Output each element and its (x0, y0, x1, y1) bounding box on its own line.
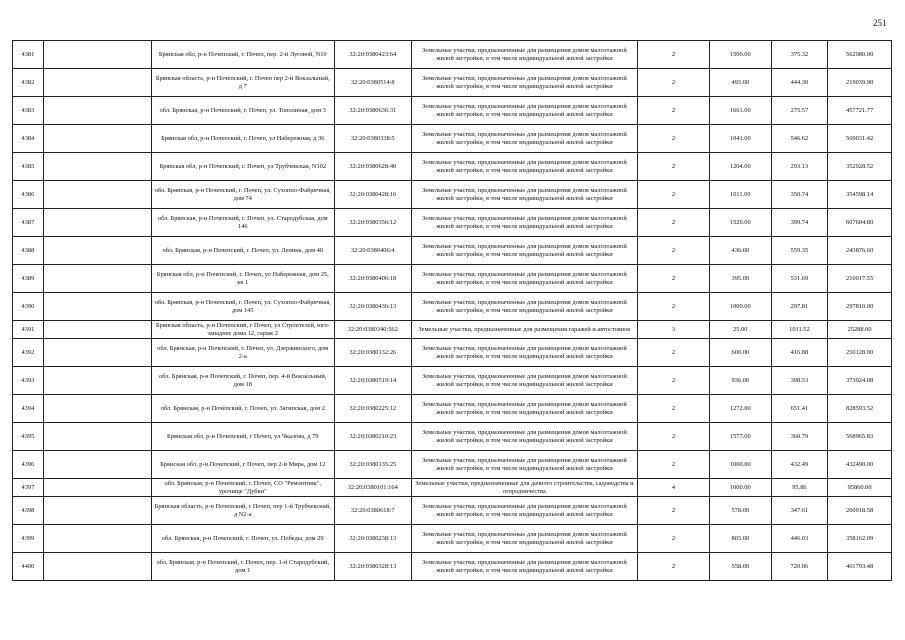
table-row (13, 367, 892, 395)
row-id: 4390 (13, 293, 44, 321)
cadastral-number-cell: 32:20:0380101:164 (334, 479, 411, 497)
land-use-cell: Земельные участки, предназначенные для размещения домов малоэтажной жилой застройки, в том числе индивидуальной жилой застройки (411, 451, 637, 479)
table-row (13, 423, 892, 451)
spacer-cell (43, 395, 151, 423)
address-cell: обл. Брянская, р-н Почепский, г. Почеп, ул. Тополиная, дом 3 (151, 97, 334, 125)
group-cell: 2 (638, 237, 710, 265)
cadastral-value-cell: 200918.58 (828, 497, 892, 525)
land-use-cell: Земельные участки, предназначенные для размещения домов малоэтажной жилой застройки, в том числе индивидуальной жилой застройки (411, 181, 637, 209)
area-cell: 493.00 (709, 69, 771, 97)
group-cell: 2 (638, 367, 710, 395)
address-cell: Брянская область, р-н Почепский, г Почеп, ул Строителей, юго-западнее дома 12, гараж 2 (151, 321, 334, 339)
group-cell: 2 (638, 209, 710, 237)
cadastral-value-cell: 569031.42 (828, 125, 892, 153)
area-cell: 803.00 (709, 525, 771, 553)
land-use-cell: Земельные участки, предназначенные для размещения домов малоэтажной жилой застройки, в том числе индивидуальной жилой застройки (411, 125, 637, 153)
table-row (13, 153, 892, 181)
cadastral-value-cell: 432490.00 (828, 451, 892, 479)
cadastral-number-cell: 32:20:0380135:25 (334, 451, 411, 479)
land-use-cell: Земельные участки, предназначенные для размещения домов малоэтажной жилой застройки, в том числе индивидуальной жилой застройки (411, 367, 637, 395)
spacer-cell (43, 423, 151, 451)
area-cell: 1000.00 (709, 293, 771, 321)
rate-cell: 297.81 (771, 293, 828, 321)
cadastral-value-cell: 250128.00 (828, 339, 892, 367)
address-cell: Брянская обл, р-н Почепский, г. Почеп, пер. 2-й Луговой, N10 (151, 41, 334, 69)
table-row (13, 181, 892, 209)
spacer-cell (43, 367, 151, 395)
land-use-cell: Земельные участки, предназначенные для размещения домов малоэтажной жилой застройки, в том числе индивидуальной жилой застройки (411, 41, 637, 69)
area-cell: 1661.00 (709, 97, 771, 125)
cadastral-value-cell: 219039.90 (828, 69, 892, 97)
cadastral-number-cell: 32:20:0380428:16 (334, 181, 411, 209)
table-row (13, 321, 892, 339)
spacer-cell (43, 41, 151, 69)
row-id: 4391 (13, 321, 44, 339)
land-use-cell: Земельные участки, предназначенные для дачного строительства, садоводства и огородничества (411, 479, 637, 497)
cadastral-number-cell: 32:20:0380338:5 (334, 125, 411, 153)
spacer-cell (43, 153, 151, 181)
cadastral-value-cell: 210017.55 (828, 265, 892, 293)
area-cell: 1041.00 (709, 125, 771, 153)
row-id: 4399 (13, 525, 44, 553)
address-cell: обл. Брянская, р-н Почепский, г. Почеп, ул. Дзержинского, дом 2-а (151, 339, 334, 367)
cadastral-number-cell: 32:20:0380636:31 (334, 97, 411, 125)
table-row (13, 293, 892, 321)
row-id: 4398 (13, 497, 44, 525)
cadastral-value-cell: 243876.60 (828, 237, 892, 265)
group-cell: 2 (638, 97, 710, 125)
cadastral-number-cell: 32:20:0380356:12 (334, 209, 411, 237)
cadastral-value-cell: 401793.48 (828, 553, 892, 581)
group-cell: 2 (638, 553, 710, 581)
rate-cell: 398.53 (771, 367, 828, 395)
land-use-cell: Земельные участки, предназначенные для размещения гаражей и автостоянок (411, 321, 637, 339)
group-cell: 2 (638, 125, 710, 153)
spacer-cell (43, 181, 151, 209)
area-cell: 1204.00 (709, 153, 771, 181)
row-id: 4394 (13, 395, 44, 423)
cadastral-value-cell: 457721.77 (828, 97, 892, 125)
cadastral-value-cell: 95860.00 (828, 479, 892, 497)
row-id: 4393 (13, 367, 44, 395)
row-id: 4387 (13, 209, 44, 237)
row-id: 4392 (13, 339, 44, 367)
land-use-cell: Земельные участки, предназначенные для размещения домов малоэтажной жилой застройки, в том числе индивидуальной жилой застройки (411, 209, 637, 237)
row-id: 4388 (13, 237, 44, 265)
area-cell: 936.00 (709, 367, 771, 395)
spacer-cell (43, 321, 151, 339)
area-cell: 1011.00 (709, 181, 771, 209)
group-cell: 2 (638, 69, 710, 97)
address-cell: Брянская обл, р-н Почепский, г. Почеп, ул Трубчевская, N102 (151, 153, 334, 181)
area-cell: 25.00 (709, 321, 771, 339)
cadastral-number-cell: 32:20:0380436:13 (334, 293, 411, 321)
cadastral-number-cell: 32:20:0380210:23 (334, 423, 411, 451)
address-cell: Брянская обл, р-н Почепский, г. Почеп, ул Набережная, д 36 (151, 125, 334, 153)
table-row (13, 69, 892, 97)
rate-cell: 432.49 (771, 451, 828, 479)
land-use-cell: Земельные участки, предназначенные для размещения домов малоэтажной жилой застройки, в том числе индивидуальной жилой застройки (411, 97, 637, 125)
row-id: 4396 (13, 451, 44, 479)
table-row (13, 209, 892, 237)
row-id: 4381 (13, 41, 44, 69)
cadastral-value-cell: 373024.08 (828, 367, 892, 395)
cadastral-value-cell: 358162.09 (828, 525, 892, 553)
spacer-cell (43, 237, 151, 265)
spacer-cell (43, 69, 151, 97)
rate-cell: 651.41 (771, 395, 828, 423)
spacer-cell (43, 525, 151, 553)
area-cell: 578.00 (709, 497, 771, 525)
cadastral-number-cell: 32:20:0380519:14 (334, 367, 411, 395)
spacer-cell (43, 97, 151, 125)
address-cell: Брянская обл, р-н Почепский, г. Почеп, ул Набережная, дом 25, кв 1 (151, 265, 334, 293)
area-cell: 1272.00 (709, 395, 771, 423)
rate-cell: 546.62 (771, 125, 828, 153)
spacer-cell (43, 451, 151, 479)
area-cell: 1520.00 (709, 209, 771, 237)
cadastral-value-cell: 562980.00 (828, 41, 892, 69)
cadastral-value-cell: 568965.83 (828, 423, 892, 451)
group-cell: 4 (638, 479, 710, 497)
group-cell: 2 (638, 497, 710, 525)
spacer-cell (43, 497, 151, 525)
address-cell: обл. Брянская, р-н Почепский, г. Почеп, ул. Победы, дом 29 (151, 525, 334, 553)
rate-cell: 347.61 (771, 497, 828, 525)
table-row (13, 237, 892, 265)
table-row (13, 497, 892, 525)
group-cell: 2 (638, 451, 710, 479)
address-cell: Брянская обл, р-н Почепский, г Почеп, ул Чкалова, д 79 (151, 423, 334, 451)
address-cell: обл. Брянская, р-н Почепский, г. Почеп, пер. 4-й Вокзальный, дом 18 (151, 367, 334, 395)
rate-cell: 350.74 (771, 181, 828, 209)
cadastral-number-cell: 32:20:0380132:26 (334, 339, 411, 367)
row-id: 4400 (13, 553, 44, 581)
cadastral-number-cell: 32:20:0380628:40 (334, 153, 411, 181)
rate-cell: 720.06 (771, 553, 828, 581)
land-use-cell: Земельные участки, предназначенные для размещения домов малоэтажной жилой застройки, в том числе индивидуальной жилой застройки (411, 339, 637, 367)
group-cell: 2 (638, 181, 710, 209)
cadastral-number-cell: 32:20:0380618:7 (334, 497, 411, 525)
area-cell: 436.00 (709, 237, 771, 265)
address-cell: обл. Брянская, р-н Почепский, г. Почеп, ул. Загипская, дом 2 (151, 395, 334, 423)
cadastral-value-cell: 297810.00 (828, 293, 892, 321)
group-cell: 2 (638, 395, 710, 423)
cadastral-number-cell: 32:20:0380406:18 (334, 265, 411, 293)
group-cell: 2 (638, 423, 710, 451)
land-use-cell: Земельные участки, предназначенные для размещения домов малоэтажной жилой застройки, в том числе индивидуальной жилой застройки (411, 497, 637, 525)
spacer-cell (43, 293, 151, 321)
address-cell: Брянская область, р-н Почепский, г Почеп, пер 1-й Трубчевский, д N2-а (151, 497, 334, 525)
group-cell: 2 (638, 339, 710, 367)
cadastral-number-cell: 32:20:0380406:4 (334, 237, 411, 265)
rate-cell: 293.13 (771, 153, 828, 181)
cadastral-number-cell: 32:20:0380238:13 (334, 525, 411, 553)
land-use-cell: Земельные участки, предназначенные для размещения домов малоэтажной жилой застройки, в том числе индивидуальной жилой застройки (411, 525, 637, 553)
row-id: 4386 (13, 181, 44, 209)
area-cell: 1000.00 (709, 479, 771, 497)
rate-cell: 444.30 (771, 69, 828, 97)
address-cell: обл. Брянская, р-н Почепский, г. Почеп, СО "Ремонтник", урочище "Дубки" (151, 479, 334, 497)
address-cell: Брянская обл, р-н Почепский, г Почеп, пер 2-й Мира, дом 12 (151, 451, 334, 479)
table-row (13, 525, 892, 553)
land-registry-table (12, 40, 892, 581)
land-use-cell: Земельные участки, предназначенные для размещения домов малоэтажной жилой застройки, в том числе индивидуальной жилой застройки (411, 553, 637, 581)
cadastral-value-cell: 607604.80 (828, 209, 892, 237)
table-row (13, 339, 892, 367)
group-cell: 2 (638, 153, 710, 181)
spacer-cell (43, 553, 151, 581)
address-cell: обл. Брянская, р-н Почепский, г. Почеп, ул. Сухопно-Фабричная, дом 145 (151, 293, 334, 321)
address-cell: обл. Брянская, р-н Почепский, г. Почеп, пер. 1-й Стародубский, дом 1 (151, 553, 334, 581)
area-cell: 558.00 (709, 553, 771, 581)
cadastral-value-cell: 352928.52 (828, 153, 892, 181)
rate-cell: 531.69 (771, 265, 828, 293)
spacer-cell (43, 209, 151, 237)
area-cell: 600.00 (709, 339, 771, 367)
cadastral-number-cell: 32:20:0380328:13 (334, 553, 411, 581)
table-row (13, 265, 892, 293)
cadastral-number-cell: 32:20:0380225:12 (334, 395, 411, 423)
cadastral-number-cell: 32:20:0380514:8 (334, 69, 411, 97)
address-cell: обл. Брянская, р-н Почепский, г. Почеп, ул. Сухопно-Фабричная, дом 74 (151, 181, 334, 209)
area-cell: 1577.00 (709, 423, 771, 451)
spacer-cell (43, 339, 151, 367)
land-use-cell: Земельные участки, предназначенные для размещения домов малоэтажной жилой застройки, в том числе индивидуальной жилой застройки (411, 395, 637, 423)
table-row (13, 41, 892, 69)
table-row (13, 479, 892, 497)
group-cell: 2 (638, 525, 710, 553)
row-id: 4389 (13, 265, 44, 293)
cadastral-value-cell: 828593.52 (828, 395, 892, 423)
group-cell: 2 (638, 41, 710, 69)
address-cell: обл. Брянская, р-н Почепский, г. Почеп, ул. Ленина, дом 40 (151, 237, 334, 265)
row-id: 4385 (13, 153, 44, 181)
table-row (13, 97, 892, 125)
area-cell: 395.00 (709, 265, 771, 293)
group-cell: 3 (638, 321, 710, 339)
land-use-cell: Земельные участки, предназначенные для размещения домов малоэтажной жилой застройки, в том числе индивидуальной жилой застройки (411, 293, 637, 321)
row-id: 4395 (13, 423, 44, 451)
address-cell: Брянская область, р-н Почепский, г. Почеп пер 2-й Вокзальный, д 7 (151, 69, 334, 97)
spacer-cell (43, 265, 151, 293)
rate-cell: 416.88 (771, 339, 828, 367)
land-use-cell: Земельные участки, предназначенные для размещения домов малоэтажной жилой застройки, в том числе индивидуальной жилой застройки (411, 237, 637, 265)
table-row (13, 395, 892, 423)
cadastral-number-cell: 32:20:0380340:562 (334, 321, 411, 339)
spacer-cell (43, 125, 151, 153)
rate-cell: 399.74 (771, 209, 828, 237)
row-id: 4382 (13, 69, 44, 97)
row-id: 4383 (13, 97, 44, 125)
table-row (13, 553, 892, 581)
row-id: 4384 (13, 125, 44, 153)
rate-cell: 559.35 (771, 237, 828, 265)
rate-cell: 360.79 (771, 423, 828, 451)
cadastral-number-cell: 32:20:0380423:64 (334, 41, 411, 69)
land-use-cell: Земельные участки, предназначенные для размещения домов малоэтажной жилой застройки, в том числе индивидуальной жилой застройки (411, 69, 637, 97)
area-cell: 1000.00 (709, 451, 771, 479)
cadastral-value-cell: 25288.00 (828, 321, 892, 339)
rate-cell: 1011.52 (771, 321, 828, 339)
rate-cell: 95.86 (771, 479, 828, 497)
rate-cell: 446.03 (771, 525, 828, 553)
table-row (13, 125, 892, 153)
page-number: 251 (873, 18, 887, 28)
spacer-cell (43, 479, 151, 497)
group-cell: 2 (638, 293, 710, 321)
area-cell: 1500.00 (709, 41, 771, 69)
row-id: 4397 (13, 479, 44, 497)
rate-cell: 375.32 (771, 41, 828, 69)
table-row (13, 451, 892, 479)
land-use-cell: Земельные участки, предназначенные для размещения домов малоэтажной жилой застройки, в том числе индивидуальной жилой застройки (411, 423, 637, 451)
group-cell: 2 (638, 265, 710, 293)
land-use-cell: Земельные участки, предназначенные для размещения домов малоэтажной жилой застройки, в том числе индивидуальной жилой застройки (411, 153, 637, 181)
address-cell: обл. Брянская, р-н Почепский, г. Почеп, ул. Стародубская, дом 146 (151, 209, 334, 237)
rate-cell: 275.57 (771, 97, 828, 125)
cadastral-value-cell: 354598.14 (828, 181, 892, 209)
land-use-cell: Земельные участки, предназначенные для размещения домов малоэтажной жилой застройки, в том числе индивидуальной жилой застройки (411, 265, 637, 293)
